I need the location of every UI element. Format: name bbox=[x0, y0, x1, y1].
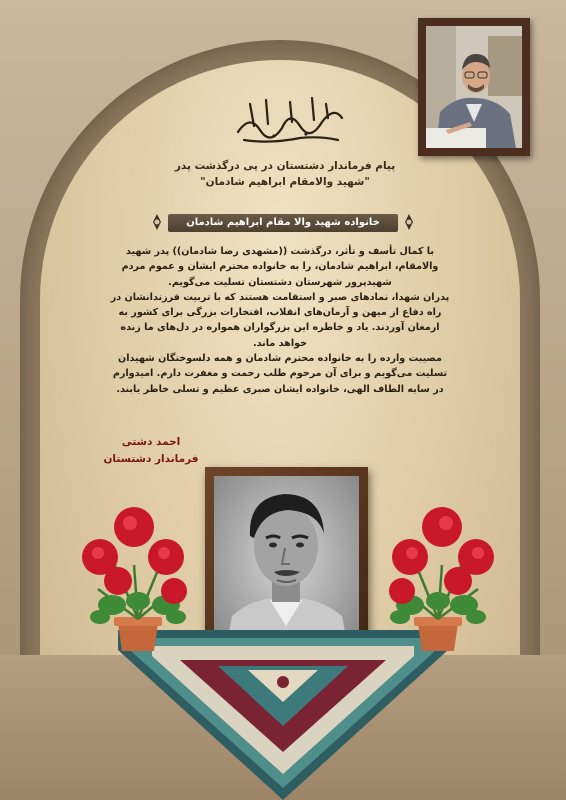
prayer-cloth bbox=[118, 630, 448, 800]
flower-pot-icon bbox=[78, 505, 198, 655]
title-line-2: "شهید والامقام ابراهیم شادمان" bbox=[200, 176, 370, 188]
governor-photo-frame bbox=[418, 18, 530, 156]
signer-name: احمد دشتی bbox=[121, 436, 181, 448]
title-line-1: پیام فرماندار دشتستان در پی درگذشت پدر bbox=[174, 160, 396, 172]
banner-text: خانواده شهید والا مقام ابراهیم شادمان bbox=[186, 217, 380, 228]
signature-block bbox=[96, 434, 206, 468]
condolence-message bbox=[110, 244, 450, 397]
family-banner bbox=[148, 212, 418, 234]
governor-photo bbox=[426, 26, 522, 148]
flower-pot-icon bbox=[378, 505, 498, 655]
basmala-calligraphy bbox=[230, 92, 350, 147]
signer-title: فرماندار دشتستان bbox=[103, 453, 199, 465]
ornament-icon bbox=[400, 213, 418, 231]
ornament-icon bbox=[148, 213, 166, 231]
page-title bbox=[150, 158, 420, 190]
message-paragraph: مصیبت وارده را به خانواده محترم شادمان و همه دلسوختگان شهیدان تسلیت می‌گویم و برای آن مرحوم طلب رحمت و مغفرت دارم. امیدوارم در سایه الطاف الهی، خانواده ایشان صبری عظیم و تسلی خاطر یابند. bbox=[112, 353, 448, 395]
message-paragraph: با کمال تأسف و تأثر، درگذشت ((مشهدی رضا شادمان)) پدر شهید والامقام، ابراهیم شادمان، را به خانواده محترم ایشان و عموم مردم شهیدپرور شهرستان دشتستان تسلیت می‌گویم. bbox=[121, 246, 439, 288]
message-paragraph: پدران شهدا، نمادهای صبر و استقامت هستند که با تربیت فرزندانشان در راه دفاع از میهن و آرمان‌های انقلاب، افتخارات بزرگی برای کشور به ارمغان آوردند. یاد و خاطره این بزرگواران همواره در دل‌های ما زنده خواهد ماند. bbox=[110, 291, 450, 349]
